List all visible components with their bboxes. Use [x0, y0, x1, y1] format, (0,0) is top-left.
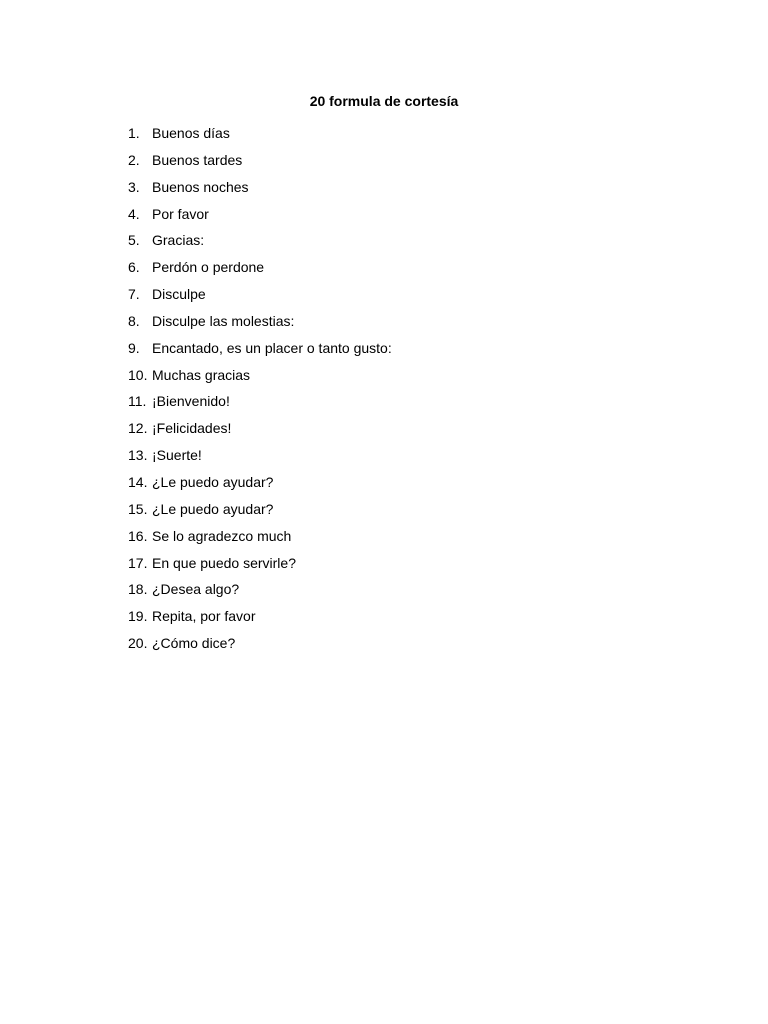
list-item — [128, 204, 392, 231]
item-number: 1. — [128, 125, 140, 141]
item-text: Se lo agradezco much — [152, 527, 292, 544]
list-item — [128, 445, 392, 472]
item-number: 10. — [128, 366, 148, 383]
item-number: 7. — [128, 286, 140, 303]
item-number: 5. — [128, 232, 140, 249]
item-text: ¿Le puedo ayudar? — [152, 473, 274, 490]
list-item — [128, 177, 392, 204]
item-text: Repita, por favor — [152, 608, 256, 625]
list-item — [128, 123, 392, 150]
item-number: 9. — [128, 339, 140, 356]
courtesy-list — [128, 123, 392, 660]
item-text: ¡Bienvenido! — [152, 393, 230, 410]
item-number: 11. — [128, 393, 147, 410]
item-text: Gracias: — [152, 232, 205, 249]
list-item — [128, 150, 392, 177]
list-item — [128, 472, 392, 499]
list-item — [128, 553, 392, 580]
item-number: 18. — [128, 581, 148, 598]
list-item — [128, 311, 392, 338]
list-item — [128, 391, 392, 418]
item-text: Disculpe las molestias: — [152, 312, 295, 329]
list-item — [128, 499, 392, 526]
list-item — [128, 365, 392, 392]
item-number: 12. — [128, 420, 148, 437]
item-text: Disculpe — [152, 286, 206, 303]
item-text: En que puedo servirle? — [152, 554, 296, 571]
item-number: 3. — [128, 178, 140, 195]
item-text: ¿Desea algo? — [152, 581, 240, 598]
list-item — [128, 338, 392, 365]
item-number: 6. — [128, 259, 140, 276]
item-number: 14. — [128, 473, 148, 490]
item-number: 15. — [128, 500, 148, 517]
list-item — [128, 526, 392, 553]
item-text: Buenos días — [152, 125, 230, 141]
item-text: ¿Le puedo ayudar? — [152, 500, 274, 517]
list-item — [128, 230, 392, 257]
item-number: 8. — [128, 312, 140, 329]
list-item — [128, 418, 392, 445]
item-number: 17. — [128, 554, 148, 571]
item-text: Muchas gracias — [152, 366, 251, 383]
page-title: 20 formula de cortesía — [309, 93, 459, 109]
item-number: 2. — [128, 151, 140, 168]
item-text: Por favor — [152, 205, 209, 222]
list-item — [128, 284, 392, 311]
item-text: Buenos noches — [152, 178, 249, 195]
item-number: 4. — [128, 205, 140, 222]
item-text: ¿Cómo dice? — [152, 635, 236, 652]
item-number: 16. — [128, 527, 148, 544]
list-item — [128, 606, 392, 633]
item-number: 13. — [128, 447, 148, 464]
item-text: ¡Suerte! — [152, 447, 202, 464]
item-number: 19. — [128, 608, 148, 625]
item-text: Encantado, es un placer o tanto gusto: — [152, 339, 392, 356]
list-item — [128, 579, 392, 606]
list-item — [128, 257, 392, 284]
item-text: ¡Felicidades! — [152, 420, 232, 437]
list-item — [128, 633, 392, 660]
item-number: 20. — [128, 635, 148, 652]
item-text: Perdón o perdone — [152, 259, 265, 276]
item-text: Buenos tardes — [152, 151, 243, 168]
